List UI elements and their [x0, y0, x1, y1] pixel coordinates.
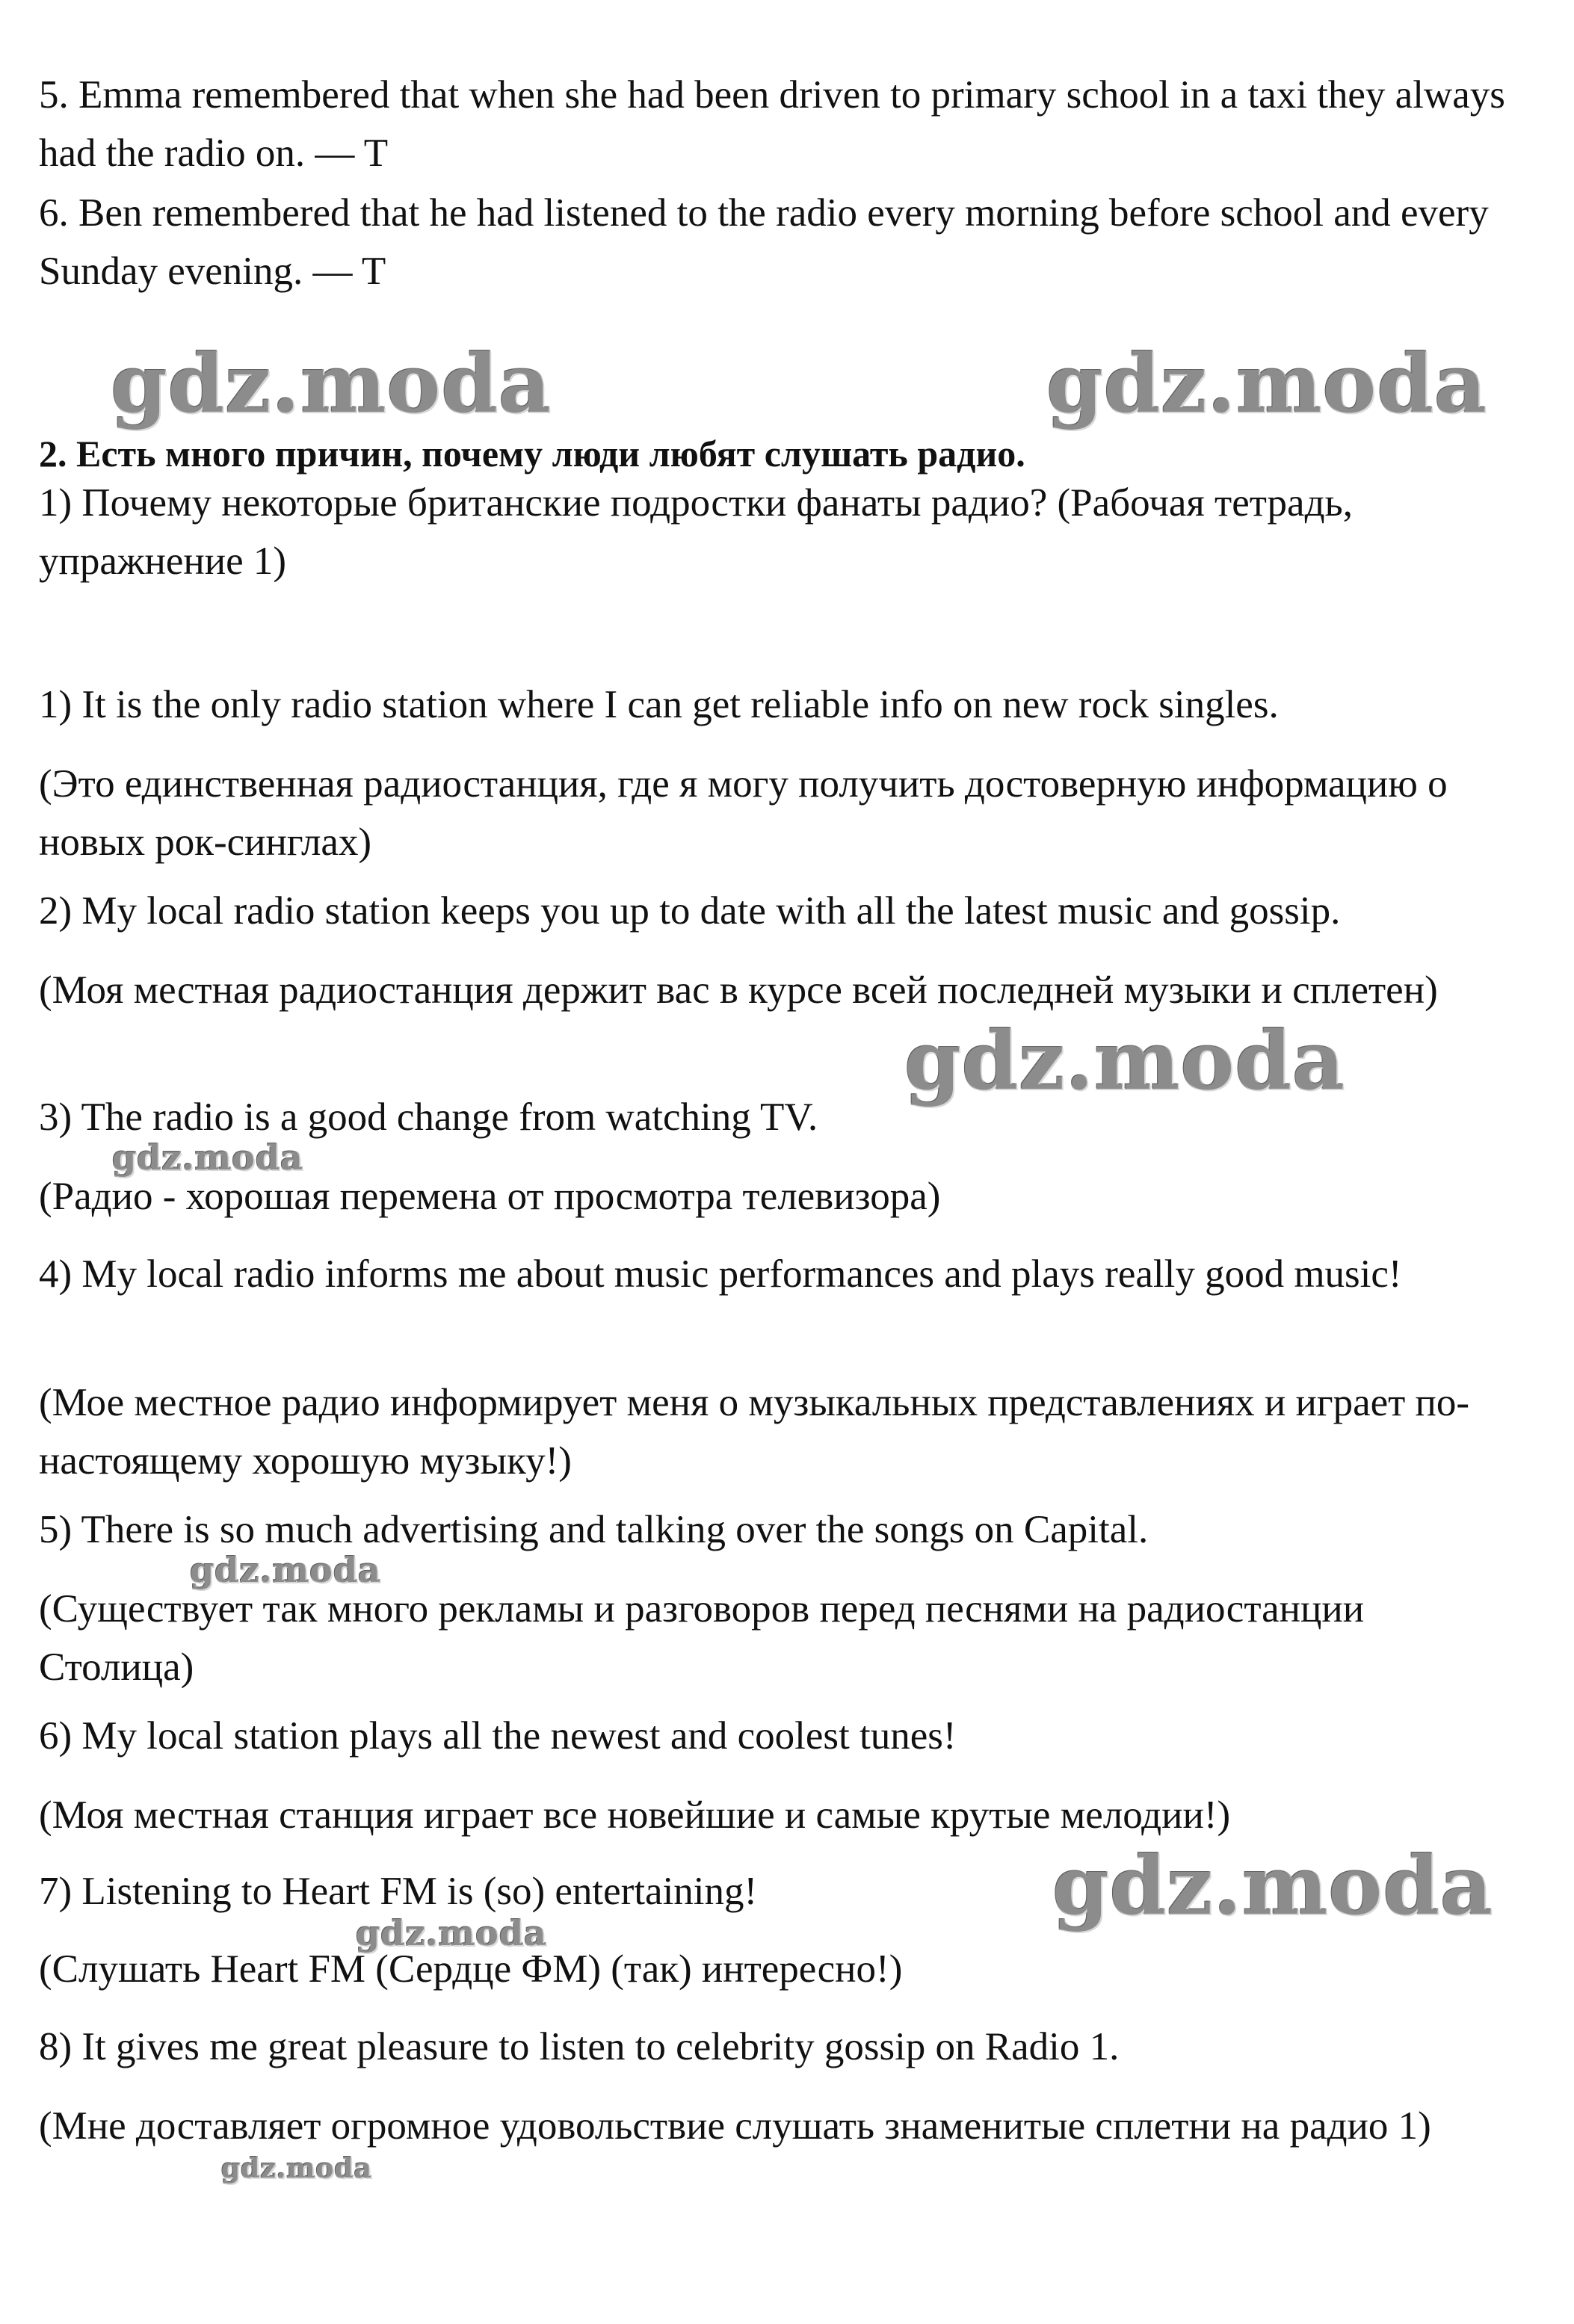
section-heading: 2. Есть много причин, почему люди любят слушать радио.: [39, 433, 1025, 475]
answer-5-en: 5) There is so much advertising and talking over the songs on Capital.: [39, 1508, 1149, 1551]
answer-7-ru: (Слушать Heart FM (Сердце ФМ) (так) интересно!): [39, 1947, 903, 1991]
watermark: gdz.moda: [112, 1137, 303, 1178]
answer-4-en: 4) My local radio informs me about music performances and plays really good music!: [39, 1252, 1402, 1296]
watermark: gdz.moda: [221, 2153, 372, 2184]
answer-3-ru: (Радио - хорошая перемена от просмотра телевизора): [39, 1175, 941, 1218]
answer-2-en: 2) My local radio station keeps you up to date with all the latest music and gossip.: [39, 889, 1341, 933]
watermark: gdz.moda: [1052, 1839, 1493, 1933]
watermark: gdz.moda: [111, 337, 552, 431]
watermark: gdz.moda: [190, 1550, 381, 1590]
answer-3-en: 3) The radio is a good change from watching TV.: [39, 1095, 818, 1139]
task-question: 1) Почему некоторые британские подростки фанаты радио? (Рабочая тетрадь, упражнение 1): [39, 481, 1353, 583]
answer-8-en: 8) It gives me great pleasure to listen to celebrity gossip on Radio 1.: [39, 2025, 1120, 2068]
statement-6: 6. Ben remembered that he had listened to the radio every morning before school and every Sunday evening. — T: [39, 191, 1489, 293]
answer-7-en: 7) Listening to Heart FM is (so) entertaining!: [39, 1870, 758, 1913]
answer-6-ru: (Моя местная станция играет все новейшие и самые крутые мелодии!): [39, 1793, 1231, 1837]
answer-5-ru: (Существует так много рекламы и разговоров перед песнями на радиостанции Столица): [39, 1587, 1365, 1689]
answer-8-ru: (Мне доставляет огромное удовольствие слушать знаменитые сплетни на радио 1): [39, 2104, 1431, 2148]
watermark: gdz.moda: [1046, 337, 1487, 431]
statement-5: 5. Emma remembered that when she had been driven to primary school in a taxi they always had the radio on. — T: [39, 73, 1505, 175]
answer-6-en: 6) My local station plays all the newest and coolest tunes!: [39, 1714, 957, 1758]
watermark: gdz.moda: [356, 1913, 547, 1953]
answer-1-ru: (Это единственная радиостанция, где я могу получить достоверную информацию о новых рок-синглах): [39, 762, 1448, 864]
watermark: gdz.moda: [904, 1014, 1345, 1108]
answer-1-en: 1) It is the only radio station where I can get reliable info on new rock singles.: [39, 683, 1279, 726]
answer-4-ru: (Мое местное радио информирует меня о музыкальных представлениях и играет по-настоящему хорошую музыку!): [39, 1381, 1470, 1483]
answer-2-ru: (Моя местная радиостанция держит вас в курсе всей последней музыки и сплетен): [39, 968, 1438, 1012]
